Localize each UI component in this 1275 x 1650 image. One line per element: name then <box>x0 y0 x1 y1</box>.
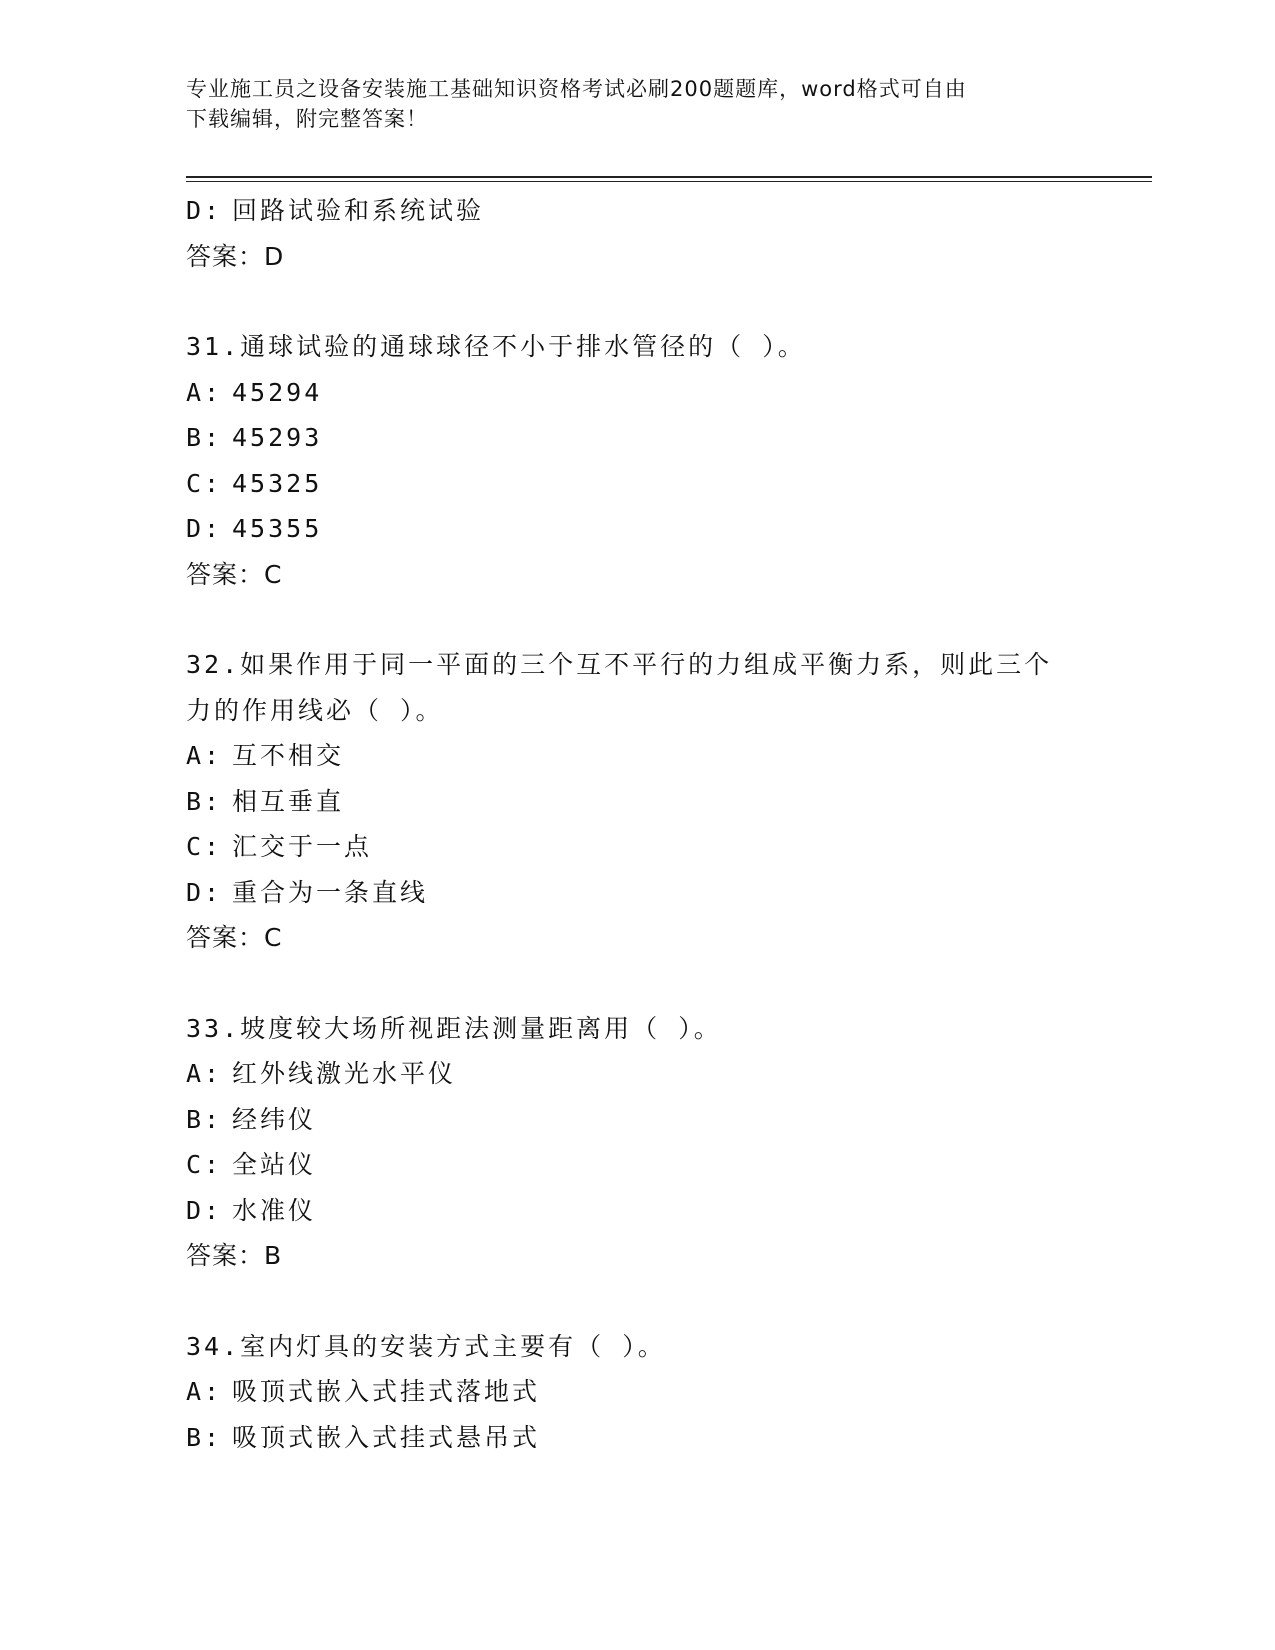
option-a <box>186 370 1086 416</box>
prev-question-tail <box>186 188 1086 279</box>
option-text: 水准仪 <box>232 1195 317 1225</box>
option-key: A: <box>186 1377 223 1406</box>
option-key: D: <box>186 877 223 907</box>
option-text: 45293 <box>232 423 323 452</box>
option-text: 红外线激光水平仪 <box>232 1059 457 1088</box>
answer-line: 答案：D <box>186 241 285 271</box>
option-text: 吸顶式嵌入式挂式落地式 <box>232 1377 541 1406</box>
option-c <box>186 461 1086 507</box>
option-text: 45355 <box>232 514 323 543</box>
option-text: 全站仪 <box>232 1150 317 1179</box>
option-text: 经纬仪 <box>232 1104 317 1134</box>
answer-line: 答案：C <box>186 923 283 952</box>
question-32 <box>186 642 1086 961</box>
option-text: 相互垂直 <box>232 786 345 816</box>
option-key: C: <box>186 468 223 498</box>
option-b <box>186 779 1086 825</box>
question-stem-line-2: 力的作用线必（ ）。 <box>186 695 444 725</box>
question-34 <box>186 1324 1086 1461</box>
option-text: 45294 <box>232 377 323 407</box>
option-a <box>186 1051 1086 1097</box>
question-content <box>186 188 1086 1460</box>
question-stem: 31.通球试验的通球球径不小于排水管径的（ ）。 <box>186 332 806 361</box>
answer-line: 答案：C <box>186 559 283 589</box>
option-text: 吸顶式嵌入式挂式悬吊式 <box>232 1422 541 1452</box>
option-d <box>186 870 1086 916</box>
question-stem: 34.室内灯具的安装方式主要有（ ）。 <box>186 1331 666 1361</box>
option-b <box>186 1415 1086 1461</box>
question-stem-line-1: 32.如果作用于同一平面的三个互不平行的力组成平衡力系，则此三个 <box>186 650 1053 679</box>
option-key: D: <box>186 196 223 225</box>
answer-line: 答案：B <box>186 1241 283 1270</box>
option-key: A: <box>186 377 223 407</box>
option-key: B: <box>186 1422 223 1452</box>
option-d <box>186 188 1086 234</box>
option-text: 45325 <box>232 468 323 498</box>
header-line-2: 下载编辑，附完整答案！ <box>186 107 428 131</box>
option-a <box>186 733 1086 779</box>
option-key: C: <box>186 832 223 861</box>
option-d <box>186 1188 1086 1234</box>
document-header <box>186 74 1066 134</box>
option-key: B: <box>186 1104 223 1134</box>
option-key: A: <box>186 1059 223 1088</box>
option-key: C: <box>186 1150 223 1179</box>
option-key: B: <box>186 786 223 816</box>
option-a <box>186 1369 1086 1415</box>
option-c <box>186 1142 1086 1188</box>
option-key: A: <box>186 741 223 770</box>
question-31 <box>186 324 1086 597</box>
option-b <box>186 1097 1086 1143</box>
header-line-1: 专业施工员之设备安装施工基础知识资格考试必刷200题题库，word格式可自由 <box>186 77 967 101</box>
option-text: 重合为一条直线 <box>232 877 429 907</box>
option-d <box>186 506 1086 552</box>
option-text: 汇交于一点 <box>232 832 373 861</box>
option-key: D: <box>186 1195 223 1225</box>
option-text: 回路试验和系统试验 <box>232 196 485 225</box>
option-key: D: <box>186 514 223 543</box>
option-c <box>186 824 1086 870</box>
option-key: B: <box>186 423 223 452</box>
header-divider-thin <box>186 181 1152 182</box>
question-stem: 33.坡度较大场所视距法测量距离用（ ）。 <box>186 1013 722 1043</box>
option-b <box>186 415 1086 461</box>
question-33 <box>186 1006 1086 1279</box>
option-text: 互不相交 <box>232 741 345 770</box>
header-divider-thick <box>186 176 1152 178</box>
